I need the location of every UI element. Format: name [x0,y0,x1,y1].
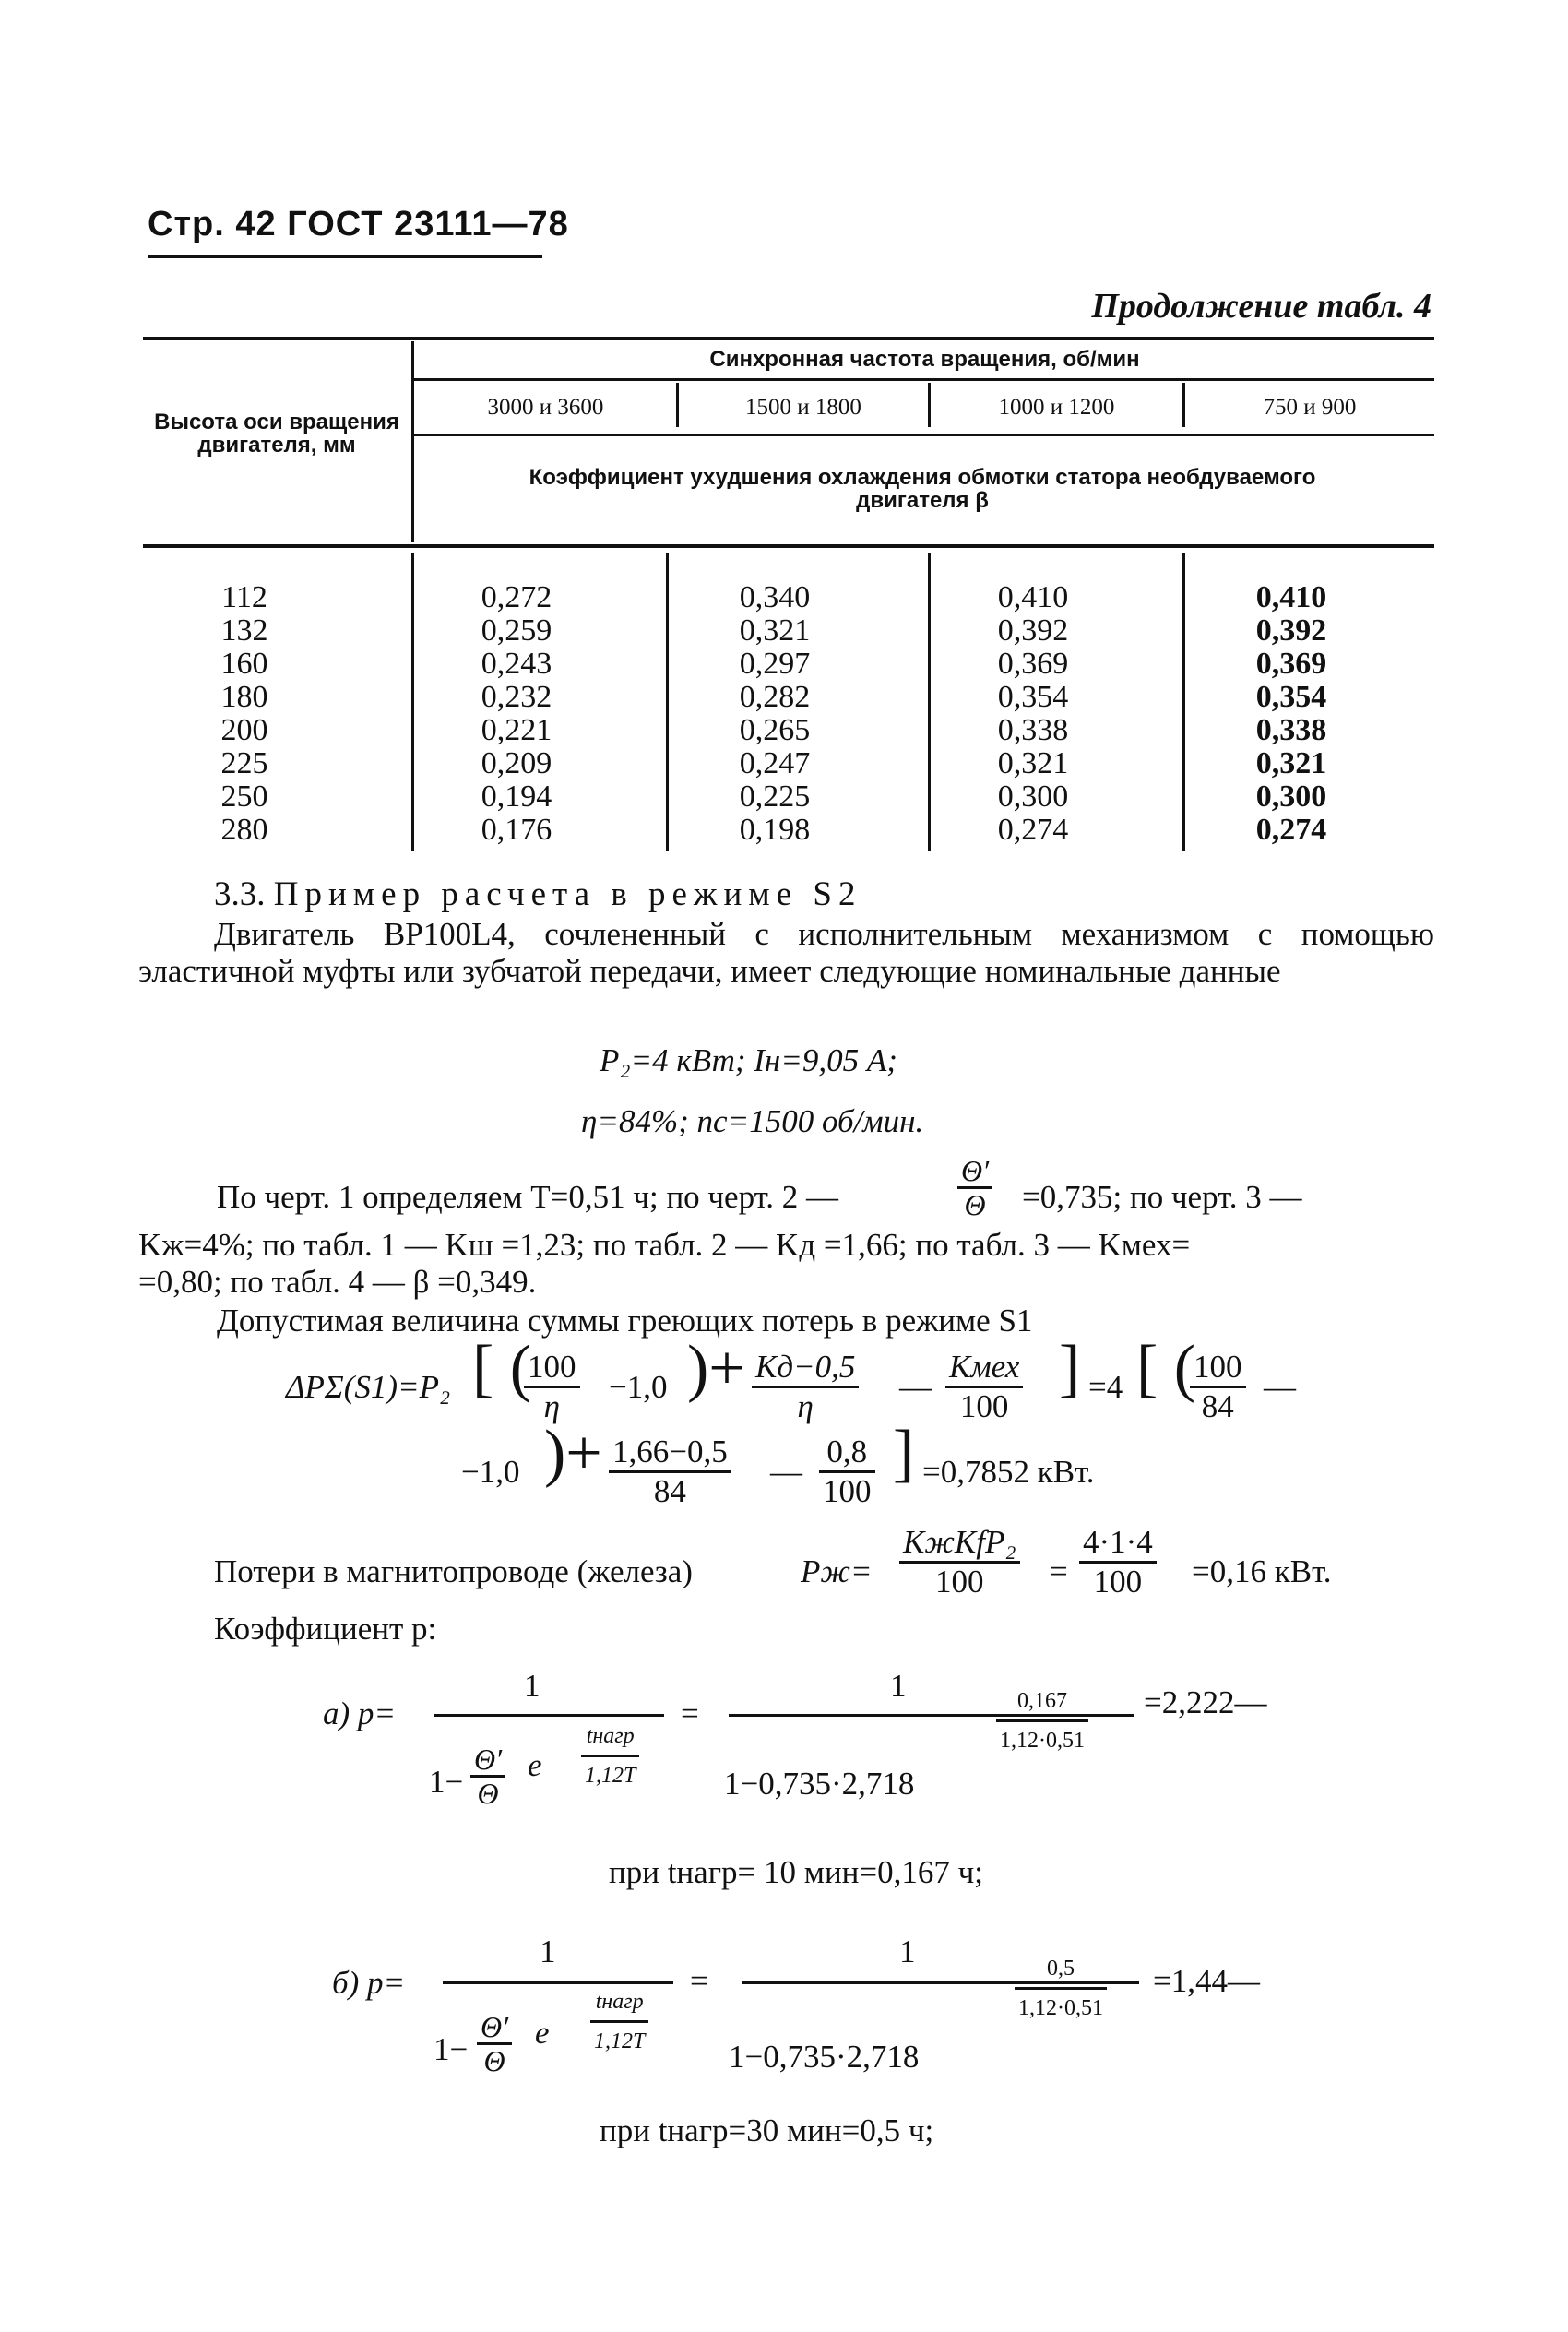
iron-lhs: Pж= [801,1553,873,1589]
iron-result: =0,16 кВт. [1192,1553,1332,1589]
frac-den: 1,12·0,51 [996,1719,1088,1759]
frac-den: 100 [945,1386,1023,1425]
table-cell: 0,369 [997,647,1069,681]
table-cell: 0,410 [1255,580,1327,614]
table-cell: 0,354 [997,680,1069,714]
frac-den: Θ [477,2042,512,2076]
formula-a-exp [581,1718,639,1794]
beta-column-1000 [959,581,1107,847]
table-cell: 0,369 [1255,647,1327,681]
formula-b-note: при tнагр=30 мин=0,5 ч; [600,2112,934,2148]
body-divider [1182,553,1185,851]
table-cell: 0,176 [481,813,552,847]
frac-num: KжKfP₂ [903,1524,1016,1560]
table-cell: 132 [220,613,268,648]
formula-a-one: 1 [524,1668,540,1704]
frac-num: 100 [1194,1349,1242,1385]
formula-a-r-exp [996,1683,1088,1759]
table-cell: 112 [221,580,267,614]
table-cell: 0,194 [481,779,552,814]
fraction-theta [957,1155,992,1220]
table-cell: 0,300 [997,779,1069,814]
formula-a-label: а) p= [323,1695,397,1731]
beta-column-3000 [443,581,590,847]
eq1-paren-close: )+ [687,1333,745,1404]
eq1-bracket-open-2: [ ( [1136,1333,1196,1404]
page-header: Стр. 42 ГОСТ 23111—78 [148,205,569,244]
frac-num: 100 [528,1349,576,1385]
eq1-minus1: −1,0 [609,1369,668,1405]
eq1-line2-a: −1,0 [461,1454,520,1490]
beta-column-750 [1218,581,1365,847]
iron-frac-1 [899,1524,1020,1600]
table-cell: 0,340 [739,580,811,614]
eq1-frac-a [524,1349,580,1425]
frac-den: 1,12·0,51 [1015,1987,1107,2027]
eq1-frac-e [609,1434,731,1510]
frac-den: 84 [1190,1386,1246,1425]
iron-frac-2 [1079,1524,1157,1600]
frac-den: η [524,1386,580,1425]
body-divider [928,553,931,851]
table-cell: 0,232 [481,680,552,714]
formula-b-exp [590,1983,648,2060]
section-heading [214,876,861,913]
section-title: Пример расчета в режиме S2 [273,875,862,913]
table-cell: 160 [220,647,268,681]
table-cell: 0,221 [481,713,552,747]
table-cell: 0,265 [739,713,811,747]
frac-den: Θ [470,1775,505,1809]
table-cell: 0,209 [481,746,552,780]
eq1-bracket-close: ] [1059,1333,1081,1404]
eq1-result: =0,7852 кВт. [922,1454,1095,1490]
frac-den: 1,12T [581,1755,639,1794]
group-header: Синхронная частота вращения, об/мин [709,347,1140,372]
eq1-bracket-open: [ ( [472,1333,532,1404]
eq1-minus-2: — [770,1454,802,1490]
frac-num: Θ′ [481,2010,509,2043]
formula-a-eq: = [681,1695,699,1731]
frac-num: 0,8 [826,1434,868,1469]
formula-a-r-den: 1−0,735·2,718 [724,1766,915,1802]
eq1-frac-f [819,1434,875,1510]
nominal-line-2: η=84%; nс=1500 об/мин. [581,1103,924,1139]
table-cell: 0,321 [739,613,811,648]
speed-header: 3000 и 3600 [487,395,604,420]
beta-column-1500 [701,581,849,847]
table-cell: 0,274 [1255,813,1327,847]
frac-num: 1,66−0,5 [612,1434,728,1469]
formula-b-label: б) p= [332,1965,406,2001]
frac-num: Kмех [949,1349,1020,1385]
formula-b-one: 1 [540,1933,556,1969]
formula-a-den: 1− [429,1764,464,1800]
table-group-rule [413,378,1434,381]
table-cell: 250 [220,779,268,814]
formula-b-theta [477,2011,512,2076]
table-cell: 0,198 [739,813,811,847]
table-cell: 0,247 [739,746,811,780]
formula-a-one-right: 1 [890,1668,907,1704]
iron-text: Потери в магнитопроводе (железа) [214,1553,693,1589]
table-continuation-label: Продолжение табл. 4 [1091,287,1431,326]
frac-num: tнагр [586,1724,635,1748]
section-number: 3.3. [214,875,266,913]
table-cell: 0,392 [997,613,1069,648]
header-underline [148,255,542,258]
formula-b-den: 1− [434,2031,469,2067]
table-cell: 0,338 [1255,713,1327,747]
table-cell: 0,410 [997,580,1069,614]
formula-b-result: =1,44— [1153,1963,1260,1999]
frac-num: tнагр [595,1990,644,2014]
eq1-minus-end: — [1264,1369,1296,1405]
paragraph-losses: Допустимая величина суммы греющих потерь в режиме S1 [217,1303,1033,1339]
table-cell: 0,282 [739,680,811,714]
table-cell: 200 [220,713,268,747]
table-top-rule [143,337,1434,340]
frac-den: 84 [609,1470,731,1510]
speed-header: 1000 и 1200 [998,395,1115,420]
paragraph-charts-d: =0,80; по табл. 4 — β =0,349. [138,1264,537,1300]
speed-header: 750 и 900 [1263,395,1357,420]
table-cell: 0,321 [997,746,1069,780]
eq1-bracket-close-2: ] [893,1418,915,1489]
table-cell: 0,272 [481,580,552,614]
table-cell: 0,274 [997,813,1069,847]
frac-num: 4·1·4 [1083,1524,1153,1560]
table-cell: 0,259 [481,613,552,648]
frac-den: 1,12T [590,2020,648,2060]
table-cell: 0,243 [481,647,552,681]
table-cell: 0,225 [739,779,811,814]
eq1-minus: — [899,1369,932,1405]
table-speed-rule [413,434,1434,436]
eq1-lhs: ΔPΣ(S1)=P₂ [286,1369,451,1405]
eq1-paren-close-2: )+ [544,1418,602,1489]
table-cell: 0,300 [1255,779,1327,814]
table-cell: 0,338 [997,713,1069,747]
formula-a-bar-left [434,1714,664,1717]
frac-num: Θ′ [961,1154,990,1187]
nominal-line-1: P₂=4 кВт; Iн=9,05 А; [600,1042,897,1078]
eq1-frac-b [752,1349,859,1425]
frac-num: Θ′ [474,1743,503,1776]
table-cell: 0,354 [1255,680,1327,714]
formula-b-e: e [535,2015,550,2051]
formula-a-e: e [528,1747,542,1783]
table-cell: 0,321 [1255,746,1327,780]
table-cell: 180 [220,680,268,714]
eq1-frac-d [1190,1349,1246,1425]
paragraph-charts-a: По черт. 1 определяем T=0,51 ч; по черт. 2 — [217,1179,839,1215]
iron-eq: = [1050,1553,1068,1589]
eq1-frac-c [945,1349,1023,1425]
heights-column [175,581,314,847]
table-cell: 0,297 [739,647,811,681]
formula-b-r-exp [1015,1950,1107,2027]
paragraph-charts-b: =0,735; по черт. 3 — [1022,1179,1302,1215]
frac-den: η [752,1386,859,1425]
frac-den: 100 [899,1561,1020,1600]
frac-den: 100 [1079,1561,1157,1600]
table-cell: 225 [220,746,268,780]
paragraph-engine: Двигатель ВР100L4, сочлененный с исполнительным механизмом с помощью эластичной муфты или зубчатой передачи, имеет следующие номинальные данные [138,916,1434,989]
formula-b-eq: = [690,1963,708,1999]
coef-header: Коэффициент ухудшения охлаждения обмотки статора необдуваемого двигателя β [529,465,1316,513]
frac-den: Θ [957,1186,992,1220]
coef-p-label: Коэффициент p: [214,1611,437,1647]
frac-den: 100 [819,1470,875,1510]
paragraph-charts-c: Kж=4%; по табл. 1 — Kш =1,23; по табл. 2 — Kд =1,66; по табл. 3 — Kмех= [138,1227,1191,1263]
formula-b-r-den: 1−0,735·2,718 [729,2039,920,2075]
table-header-divider [411,341,414,542]
table-cell: 280 [220,813,268,847]
eq1-eq4: =4 [1088,1369,1123,1405]
frac-num: 0,167 [1017,1689,1067,1713]
body-divider [666,553,669,851]
formula-a-theta [470,1743,505,1809]
row-header: Высота оси вращения двигателя, мм [154,410,399,458]
frac-num: Kд−0,5 [755,1349,856,1385]
body-divider [411,553,414,851]
frac-num: 0,5 [1047,1957,1075,1981]
formula-a-result: =2,222— [1144,1684,1267,1720]
table-cell: 0,392 [1255,613,1327,648]
formula-b-one-right: 1 [899,1933,916,1969]
speed-header: 1500 и 1800 [745,395,861,420]
table-header-bottom-rule [143,544,1434,548]
formula-a-note: при tнагр= 10 мин=0,167 ч; [609,1854,983,1890]
